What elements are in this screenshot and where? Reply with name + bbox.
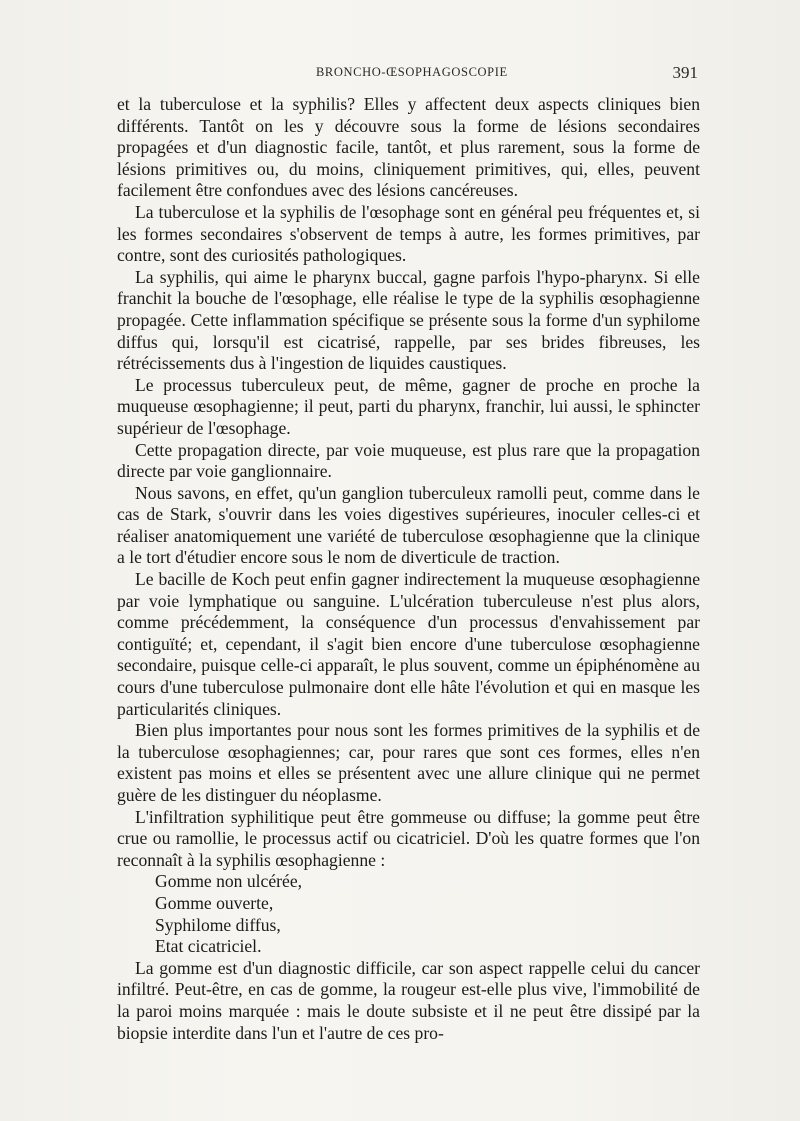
list-item: Gomme ouverte, (155, 892, 274, 913)
paragraph: Le processus tuberculeux peut, de même, gagner de proche en proche la muqueuse œsophagienne; il peut, parti du pharynx, franchir, lui aussi, le sphincter supérieur de l'œsophage. (117, 374, 700, 438)
paragraph: L'infiltration syphilitique peut être gommeuse ou diffuse; la gomme peut être crue ou ramollie, le processus actif ou cicatriciel. D'où les quatre formes que l'on reconnaît à la syphilis œsophagienne : (117, 806, 700, 870)
paragraph: La tuberculose et la syphilis de l'œsophage sont en général peu fréquentes et, si les formes secondaires s'observent de temps à autre, les formes primitives, par contre, sont des curiosités pathologiques. (117, 201, 700, 266)
list-item: Syphilome diffus, (155, 914, 281, 935)
paragraph: Cette propagation directe, par voie muqueuse, est plus rare que la propagation directe par voie ganglionnaire. (117, 439, 700, 482)
page-number: 391 (672, 63, 698, 82)
page-header (118, 63, 698, 87)
paragraph: Le bacille de Koch peut enfin gagner indirectement la muqueuse œsophagienne par voie lymphatique ou sanguine. L'ulcération tuberculeuse n'est plus alors, comme précédemment, la conséquence d'un processus d'envahissement par contiguïté; et, cependant, il s'agit bien encore d'une tuberculose œsophagienne secondaire, puisque celle-ci apparaît, le plus souvent, comme un épiphénomène au cours d'une tuberculose pulmonaire dont elle hâte l'évolution et qui en masque les particularités cliniques. (117, 569, 700, 719)
paragraph: La syphilis, qui aime le pharynx buccal, gagne parfois l'hypo-pharynx. Si elle franchit la bouche de l'œsophage, elle réalise le type de la syphilis œsophagienne propagée. Cette inflammation spécifique se présente sous la forme d'un syphilome diffus qui, lorsqu'il est cicatrisé, rappelle, par ses brides fibreuses, les rétrécissements dus à l'ingestion de liquides caustiques. (117, 266, 700, 374)
paragraph: Nous savons, en effet, qu'un ganglion tuberculeux ramolli peut, comme dans le cas de Stark, s'ouvrir dans les voies digestives supérieures, inoculer celles-ci et réaliser anatomiquement une variété de tuberculose œsophagienne que la clinique a le tort d'étudier encore sous le nom de diverticule de traction. (117, 482, 700, 568)
syphilis-forms-list (117, 871, 700, 957)
paragraph: Bien plus importantes pour nous sont les formes primitives de la syphilis et de la tuberculose œsophagiennes; car, pour rares que sont ces formes, elles n'en existent pas moins et elles se présentent avec une allure clinique qui ne permet guère de les distinguer du néoplasme. (117, 720, 700, 805)
running-title: BRONCHO-ŒSOPHAGOSCOPIE (316, 65, 508, 79)
list-item: Gomme non ulcérée, (155, 871, 303, 892)
body-text (117, 94, 700, 1044)
list-item: Etat cicatriciel. (155, 936, 262, 957)
paragraph: et la tuberculose et la syphilis? Elles y affectent deux aspects cliniques bien différents. Tantôt on les y découvre sous la forme de lésions secondaires propagées et d'un diagnostic facile, tantôt, et plus rarement, sous la forme de lésions primitives ou, du moins, cliniquement primitives, qui, elles, peuvent facilement être confondues avec des lésions cancéreuses. (117, 94, 700, 201)
closing-paragraph: La gomme est d'un diagnostic difficile, car son aspect rappelle celui du cancer infiltré. Peut-être, en cas de gomme, la rougeur est-elle plus vive, l'immobilité de la paroi moins marquée : mais le doute subsiste et il ne peut être dissipé par la biopsie interdite dans l'un et l'autre de ces pro- (117, 957, 700, 1043)
